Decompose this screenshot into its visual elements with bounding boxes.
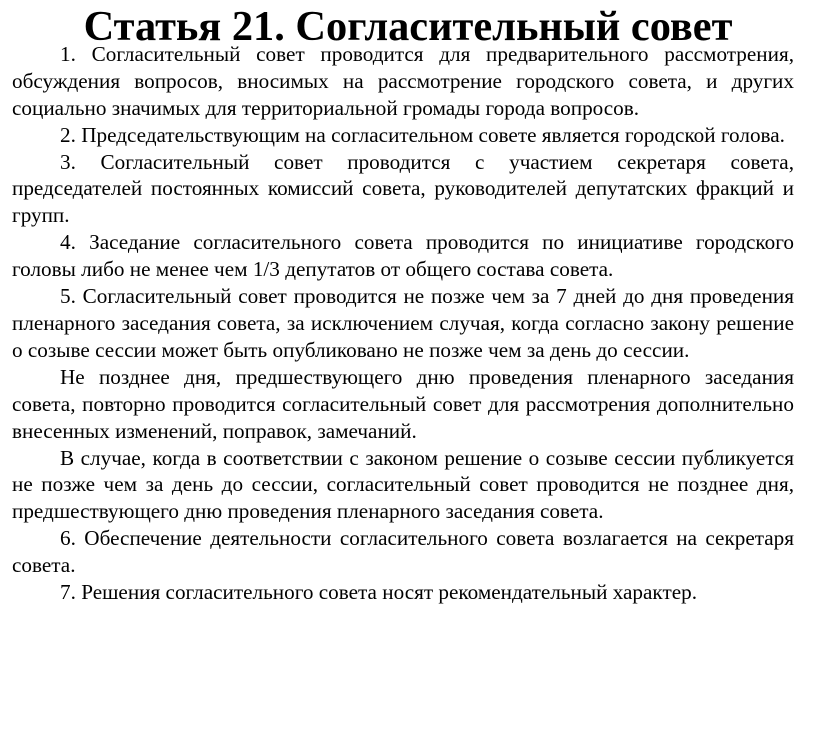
article-title: Статья 21. Согласительный совет [83, 3, 733, 50]
paragraph-5-continuation-1: Не позднее дня, предшествующего дню проведения пленарного заседания совета, повторно проводится согласительный совет для рассмотрения дополнительно внесенных изменений, поправок, замечаний. [12, 364, 794, 443]
paragraph-7: 7. Решения согласительного совета носят рекомендательный характер. [60, 580, 697, 605]
paragraph-5: 5. Согласительный совет проводится не позже чем за 7 дней до дня проведения пленарного заседания совета, за исключением случая, когда согласно закону решение о созыве сессии может быть опубликовано не позже чем за день до сессии. [12, 284, 794, 362]
paragraph-5-continuation-2: В случае, когда в соответствии с законом решение о созыве сессии публикуется не позже чем за день до сессии, согласительный совет проводится не позднее дня, предшествующего дню проведения пленарного заседания совета. [12, 445, 794, 524]
paragraph-2: 2. Председательствующим на согласительном совете является городской голова. [60, 122, 785, 147]
paragraph-3: 3. Согласительный совет проводится с участием секретаря совета, председателей постоянных комиссий совета, руководителей депутатских фракций и групп. [12, 149, 794, 228]
paragraph-4: 4. Заседание согласительного совета проводится по инициативе городского головы либо не менее чем 1/3 депутатов от общего состава совета. [12, 230, 794, 282]
paragraph-6: 6. Обеспечение деятельности согласительного совета возлагается на секретаря совета. [12, 526, 794, 578]
paragraph-1: 1. Согласительный совет проводится для предварительного рассмотрения, обсуждения вопросов, вносимых на рассмотрение городского совета, и других социально значимых для территориальной громады города вопросов. [12, 41, 794, 120]
